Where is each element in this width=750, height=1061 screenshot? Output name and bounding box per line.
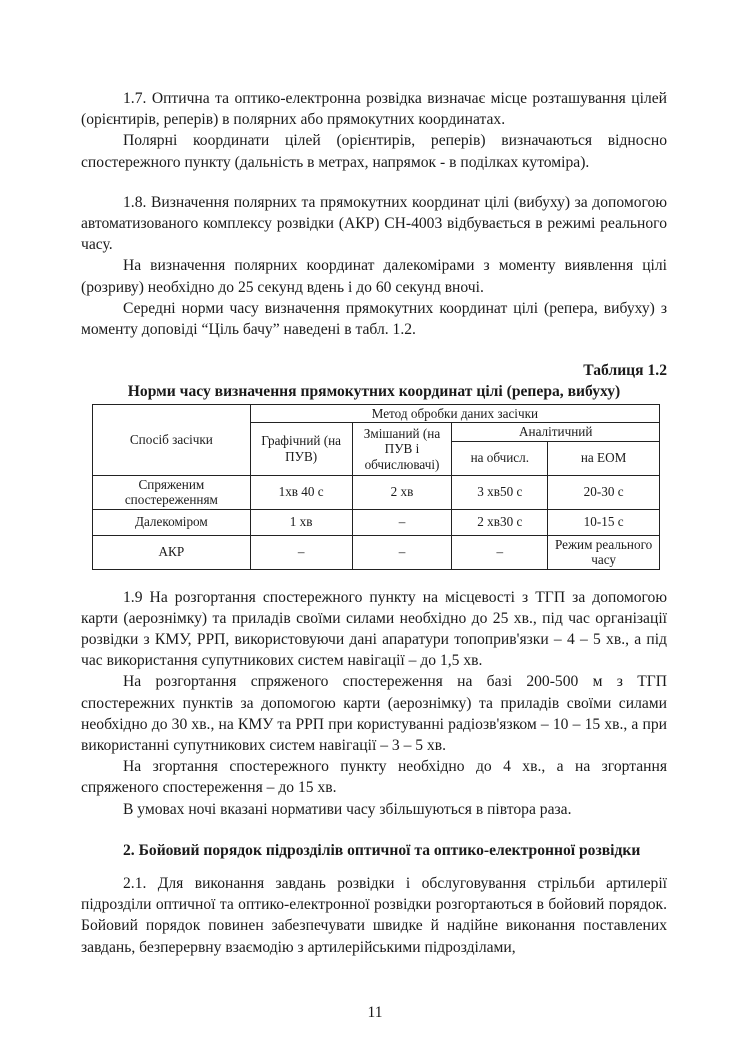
paragraph-table-ref: Середні норми часу визначення прямокутних координат цілі (репера, вибуху) з моменту доповіді “Ціль бачу” наведені в табл. 1.2. bbox=[81, 299, 667, 339]
cell-mixed: 2 хв bbox=[352, 475, 452, 509]
cell-graphic: 1хв 40 с bbox=[250, 475, 352, 509]
page-content bbox=[81, 88, 667, 958]
cell-eom: 20-30 с bbox=[548, 475, 660, 509]
paragraph-1-9: 1.9 На розгортання спостережного пункту на місцевості з ТГП за допомогою карти (аерознімку) та приладів своїми силами необхідно до 25 хв., під час організації розвідки з КМУ, РРП, використовуючи дані апаратури топоприв'язки – 4 – 5 хв., а під час використання супутникових систем навігації – до 1,5 хв. bbox=[81, 588, 667, 670]
header-eom: на ЕОМ bbox=[548, 441, 660, 475]
table-row bbox=[93, 475, 660, 509]
paragraph-teardown: На згортання спостережного пункту необхідно до 4 хв., а на згортання спряженого спостереження – до 15 хв. bbox=[81, 758, 667, 797]
cell-type: Далекоміром bbox=[93, 509, 251, 535]
cell-eom: Режим реального часу bbox=[548, 535, 660, 569]
cell-type: АКР bbox=[93, 535, 251, 569]
cell-mixed: – bbox=[352, 535, 452, 569]
table-row bbox=[93, 535, 660, 569]
cell-graphic: – bbox=[250, 535, 352, 569]
norms-table bbox=[92, 404, 660, 570]
header-type: Спосіб засічки bbox=[93, 404, 251, 475]
cell-graphic: 1 хв bbox=[250, 509, 352, 535]
cell-calc: 2 хв30 с bbox=[452, 509, 548, 535]
paragraph-night: В умовах ночі вказані нормативи часу збільшуються в півтора раза. bbox=[123, 800, 572, 818]
section-heading: 2. Бойовий порядок підрозділів оптичної та оптико-електронної розвідки bbox=[123, 841, 641, 859]
paragraph-conjugate-observation: На розгортання спряженого спостереження на базі 200-500 м з ТГП спостережних пунктів за допомогою карти (аерознімку) та приладів своїми силами необхідно до 30 хв., на КМУ та РРП при користуванні радіозв'язком – 10 – 15 хв., а при використанні супутникових систем навігації – 3 – 5 хв. bbox=[81, 673, 667, 755]
cell-calc: 3 хв50 с bbox=[452, 475, 548, 509]
table-row bbox=[93, 509, 660, 535]
paragraph-polar-coords: Полярні координати цілей (орієнтирів, реперів) визначаються відносно спостережного пункту (дальність в метрах, напрямок - в поділках кутоміра). bbox=[81, 132, 667, 171]
header-mixed: Змішаний (на ПУВ і обчислювачі) bbox=[352, 423, 452, 476]
header-analytic: Аналітичний bbox=[452, 423, 660, 442]
paragraph-2-1: 2.1. Для виконання завдань розвідки і обслуговування стрільби артилерії підрозділи оптичної та оптико-електронної розвідки розгортаються в бойовий порядок. Бойовий порядок повинен забезпечувати швидке й надійне виконання поставлених завдань, безперервну взаємодію з артилерійськими підрозділами, bbox=[81, 875, 667, 956]
header-calc: на обчисл. bbox=[452, 441, 548, 475]
paragraph-1-8: 1.8. Визначення полярних та прямокутних координат цілі (вибуху) за допомогою автоматизованого комплексу розвідки (АКР) СН-4003 відбувається в режимі реального часу. bbox=[81, 193, 667, 254]
table-number: Таблиця 1.2 bbox=[583, 362, 667, 380]
page-number: 11 bbox=[367, 1004, 383, 1021]
paragraph-rangefinder: На визначення полярних координат далекомірами з моменту виявлення цілі (розриву) необхідно до 25 секунд вдень і до 60 секунд вночі. bbox=[81, 257, 667, 296]
header-method: Метод обробки даних засічки bbox=[250, 404, 659, 423]
cell-eom: 10-15 с bbox=[548, 509, 660, 535]
cell-calc: – bbox=[452, 535, 548, 569]
paragraph-1-7: 1.7. Оптична та оптико-електронна розвідка визначає місце розташування цілей (орієнтирів, реперів) в полярних або прямокутних координатах. bbox=[81, 90, 667, 129]
cell-mixed: – bbox=[352, 509, 452, 535]
table-title: Норми часу визначення прямокутних координат цілі (репера, вибуху) bbox=[127, 383, 621, 401]
cell-type: Спряженим спостереженням bbox=[93, 475, 251, 509]
header-graphic: Графічний (на ПУВ) bbox=[250, 423, 352, 476]
